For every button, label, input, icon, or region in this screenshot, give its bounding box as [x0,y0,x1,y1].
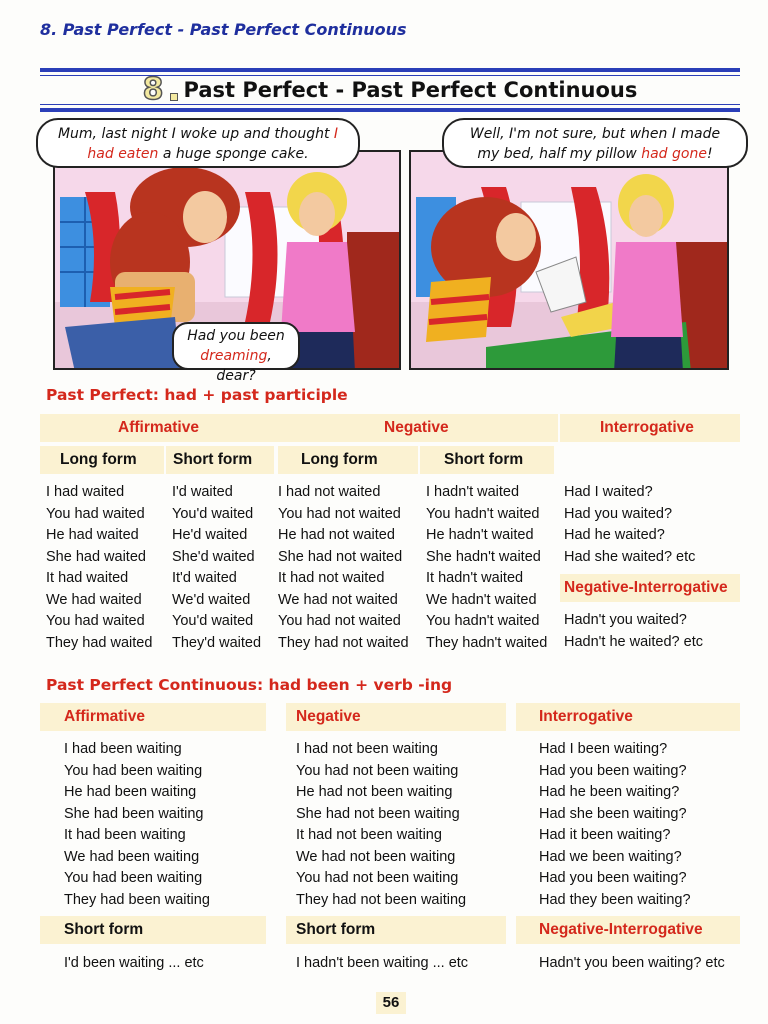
list-item: I had waited [46,484,125,500]
comic-illustration-right [411,152,729,370]
list-item: We had not been waiting [296,848,456,865]
list-item: Had I been waiting? [539,741,668,757]
bubble-girl-text-2: a huge sponge cake. [158,146,309,162]
pp-affirmative-long-list [46,482,152,654]
ppc-affirmative-label: Affirmative [64,708,145,725]
list-item: Had I waited? [564,484,653,500]
page-number: 56 [376,992,406,1014]
list-item: They had waited [46,634,153,651]
list-item: You hadn't waited [426,613,540,629]
bubble-mother-text-1: Had you been [187,328,285,344]
list-item: You had waited [46,613,145,629]
ppc-affirmative-list [64,739,210,911]
list-item: You had waited [46,505,145,522]
list-item: It had waited [46,570,129,586]
list-item: You had been waiting [64,762,203,779]
ppc-interrogative-list [539,739,691,911]
pp-negative-label: Negative [384,419,449,436]
list-item: We had been waiting [64,848,200,865]
list-item: He'd waited [172,527,248,543]
list-item: Had they been waiting? [539,891,691,908]
bubble-mother-text-red: dreaming [200,348,268,364]
speech-bubble-girl-2 [442,118,748,168]
pp-aff-short-label: Short form [173,451,253,468]
bubble-girl-text-red-2: had eaten [87,146,159,162]
list-item: You'd waited [172,613,254,629]
list-item: They hadn't waited [426,634,548,651]
bubble-girl-text-red-1: I [333,126,339,142]
list-item: We had not waited [278,591,398,608]
bubble-mother-text-2: , dear? [216,348,272,384]
chapter-dot-icon [170,93,178,101]
list-item: They had not been waiting [296,891,467,908]
list-item: It'd waited [172,570,237,586]
ppc-short-form-affirmative: I'd been waiting ... etc [64,955,204,971]
ppc-neg-interrogative-label: Negative-Interrogative [539,921,703,938]
bubble-girl-text-1: Mum, last night I woke up and thought [57,126,334,142]
list-item: You hadn't waited [426,505,540,522]
list-item: Had you been waiting? [539,870,687,886]
past-perfect-continuous-title: Past Perfect Continuous: had been + verb -ing [46,676,453,694]
ppc-short-form-label-2: Short form [296,921,376,938]
list-item: I had been waiting [64,741,182,757]
list-item: Hadn't you waited? [564,612,687,628]
list-item: Had you waited? [564,505,673,522]
list-item: She'd waited [172,548,255,565]
pp-affirmative-short-list [172,482,261,654]
list-item: He hadn't waited [426,527,534,543]
pp-neg-long-label: Long form [301,451,378,468]
ppc-interrogative-label: Interrogative [539,708,633,725]
ppc-negative-list [296,739,466,911]
bubble-girl2-text-1: Well, I'm not sure, but when I made my bed, half my pillow [469,126,721,162]
pp-aff-long-label: Long form [60,451,137,468]
pp-neg-interrogative-label: Negative-Interrogative [564,579,728,596]
list-item: She had not been waiting [296,805,460,822]
list-item: Had she waited? etc [564,548,696,565]
pp-neg-short-label: Short form [444,451,524,468]
list-item: It had not waited [278,570,385,586]
speech-bubble-girl [36,118,360,168]
pp-interrogative-list [564,482,695,568]
list-item: You'd waited [172,505,254,522]
list-item: He had been waiting [64,784,197,800]
list-item: It hadn't waited [426,570,524,586]
list-item: Hadn't he waited? etc [564,633,703,650]
list-item: Had we been waiting? [539,848,682,865]
list-item: She hadn't waited [426,548,541,565]
past-perfect-title: Past Perfect: had + past participle [46,386,348,404]
list-item: She had not waited [278,548,403,565]
list-item: I had not waited [278,484,381,500]
ppc-short-form-negative: I hadn't been waiting ... etc [296,955,469,971]
list-item: Had it been waiting? [539,827,671,843]
chapter-number: 8 [142,72,164,107]
list-item: She had waited [46,548,146,565]
list-item: It had not been waiting [296,827,442,843]
speech-bubble-mother [172,322,300,384]
list-item: He had waited [46,527,139,543]
list-item: Had you been waiting? [539,762,687,779]
pp-interrogative-label: Interrogative [600,419,694,436]
list-item: I hadn't waited [426,484,520,500]
list-item: I'd waited [172,484,233,500]
pp-negative-short-list [426,482,547,654]
list-item: Had she been waiting? [539,805,687,822]
comic-panel-right [409,150,729,370]
list-item: We had waited [46,591,142,608]
chapter-banner [40,68,740,112]
list-item: They'd waited [172,634,262,651]
list-item: We hadn't waited [426,591,537,608]
list-item: They had not waited [278,634,409,651]
ppc-neg-interrogative-example: Hadn't you been waiting? etc [539,955,725,971]
list-item: He had not been waiting [296,784,453,800]
list-item: She had been waiting [64,805,204,822]
pp-affirmative-label: Affirmative [118,419,199,436]
list-item: They had been waiting [64,891,210,908]
ppc-negative-label: Negative [296,708,361,725]
list-item: It had been waiting [64,827,186,843]
list-item: You had not been waiting [296,870,459,886]
list-item: You had been waiting [64,870,203,886]
pp-neg-interrogative-list [564,610,703,653]
list-item: Had he waited? [564,527,665,543]
list-item: You had not been waiting [296,762,459,779]
list-item: You had not waited [278,613,401,629]
bubble-girl2-text-2: ! [706,146,713,162]
running-head: 8. Past Perfect - Past Perfect Continuous [40,20,407,39]
ppc-short-form-label: Short form [64,921,144,938]
chapter-title: Past Perfect - Past Perfect Continuous [183,78,638,102]
pp-negative-long-list [278,482,409,654]
list-item: Had he been waiting? [539,784,680,800]
list-item: He had not waited [278,527,395,543]
list-item: We'd waited [172,591,251,608]
list-item: I had not been waiting [296,741,438,757]
list-item: You had not waited [278,505,401,522]
bubble-girl2-text-red: had gone [641,146,707,162]
